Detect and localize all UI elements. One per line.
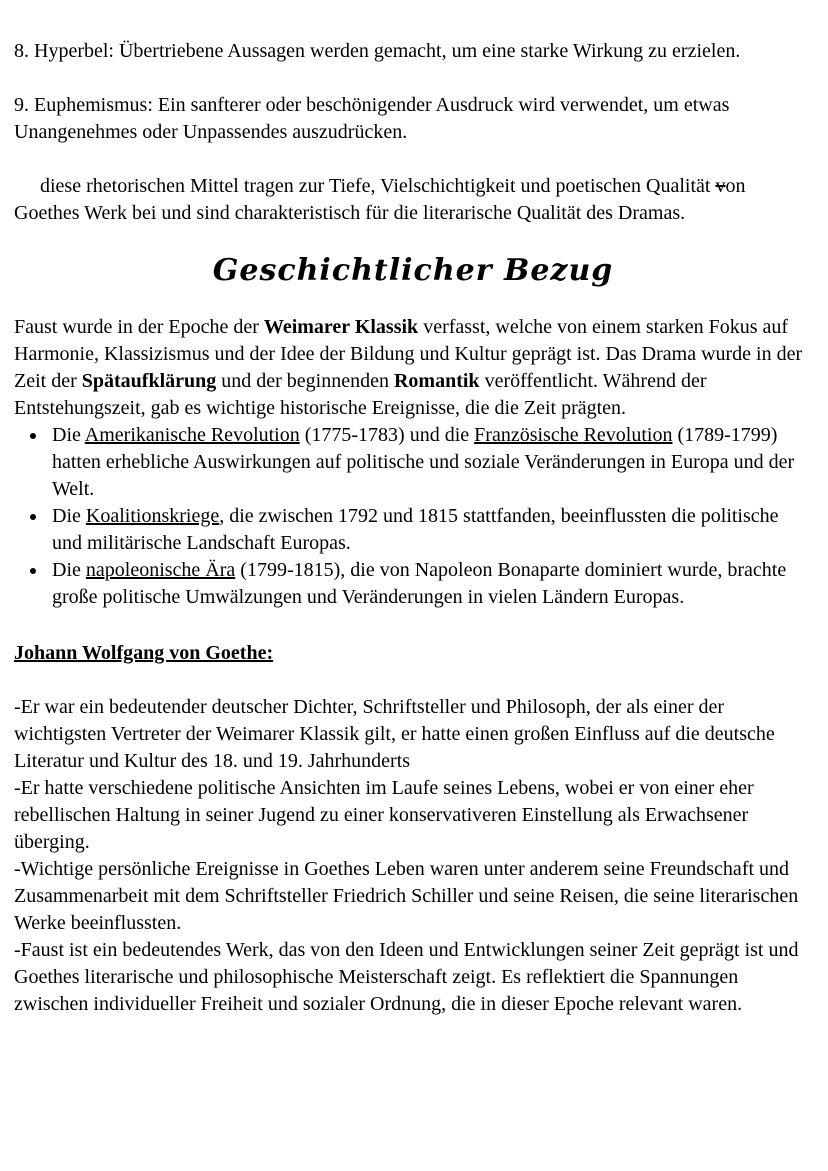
text-segment: Die	[52, 559, 86, 581]
list-item-koalitionskriege	[48, 503, 812, 557]
text-segment: Amerikanische Revolution	[84, 424, 300, 446]
list-item-revolutionen	[48, 422, 812, 503]
section-heading-goethe: Johann Wolfgang von Goethe:	[14, 642, 274, 664]
paragraph-euphemismus	[14, 92, 812, 146]
paragraph-goethe-ansichten: -Er hatte verschiedene politische Ansichten im Laufe seines Lebens, wobei er von einer eher rebellischen Haltung in seiner Jugend zu einer konservativeren Einstellung als Erwachsener überging.	[14, 777, 754, 853]
text-segment: 8. Hyperbel: Übertriebene Aussagen werden gemacht, um eine starke Wirkung zu erzielen.	[14, 40, 741, 62]
text-segment: Faust wurde in der Epoche der	[14, 316, 264, 338]
text-segment: Französische Revolution	[474, 424, 673, 446]
list-item-napoleonische-aera	[48, 557, 812, 611]
text-segment: (1799-1815), die von Napoleon Bonaparte dominiert wurde, brachte große politische Umwälzungen und Veränderungen in vielen Ländern Europas.	[52, 559, 787, 608]
text-segment: Die	[52, 424, 85, 446]
text-segment: 9. Euphemismus: Ein sanfterer oder beschönigender Ausdruck wird verwendet, um etwas Unangenehmes oder Unpassendes auszudrücken.	[14, 94, 730, 143]
text-segment: v	[715, 175, 726, 197]
text-segment: Koalitionskriege	[85, 505, 220, 527]
text-segment: on Goethes Werk bei und sind charakteristisch für die literarische Qualität des Dramas.	[14, 175, 746, 224]
text-segment: veröffentlicht. Während der Entstehungszeit, gab es wichtige historische Ereignisse, die die Zeit prägten.	[14, 370, 707, 419]
text-segment: verfasst, welche von einem starken Fokus auf Harmonie, Klassizismus und der Idee der Bildung und Kultur geprägt ist. Das Drama wurde in der Zeit der	[14, 316, 803, 392]
list-historische-ereignisse	[14, 422, 812, 611]
goethe-biography-block	[14, 694, 812, 1018]
text-segment: (1789-1799) hatten erhebliche Auswirkungen auf politische und soziale Veränderungen in Europa und der Welt.	[52, 424, 795, 500]
text-segment: Weimarer Klassik	[263, 316, 419, 338]
text-segment: , die zwischen 1792 und 1815 stattfanden, beeinflussten die politische und militärische Landschaft Europas.	[52, 505, 779, 554]
text-segment: napoleonische Ära	[85, 559, 236, 581]
paragraph-goethe-faust: -Faust ist ein bedeutendes Werk, das von den Ideen und Entwicklungen seiner Zeit geprägt ist und Goethes literarische und philosophische Meisterschaft zeigt. Es reflektiert die Spannungen zwischen individueller Freiheit und sozialer Ordnung, die in dieser Epoche relevant waren.	[14, 939, 799, 1015]
section-heading-geschichtlicher-bezug: Geschichtlicher Bezug	[212, 253, 614, 288]
paragraph-fazit	[14, 173, 812, 227]
paragraph-hyperbel	[14, 38, 812, 65]
text-segment: (1775-1783) und die	[299, 424, 475, 446]
paragraph-goethe-dichter: -Er war ein bedeutender deutscher Dichter, Schriftsteller und Philosoph, der als einer der wichtigsten Vertreter der Weimarer Klassik gilt, er hatte einen großen Einfluss auf die deutsche Literatur und Kultur des 18. und 19. Jahrhunderts	[14, 696, 775, 772]
text-segment: Spätaufklärung	[81, 370, 217, 392]
paragraph-weimarer-klassik	[14, 314, 812, 422]
text-segment: Die	[52, 505, 86, 527]
text-segment: und der beginnenden	[216, 370, 394, 392]
text-segment: diese rhetorischen Mittel tragen zur Tiefe, Vielschichtigkeit und poetischen Qualität	[40, 175, 716, 197]
paragraph-goethe-ereignisse: -Wichtige persönliche Ereignisse in Goethes Leben waren unter anderem seine Freundschaft und Zusammenarbeit mit dem Schriftsteller Friedrich Schiller und seine Reisen, die seine literarischen Werke beeinflussten.	[14, 858, 799, 934]
text-segment: Romantik	[393, 370, 480, 392]
